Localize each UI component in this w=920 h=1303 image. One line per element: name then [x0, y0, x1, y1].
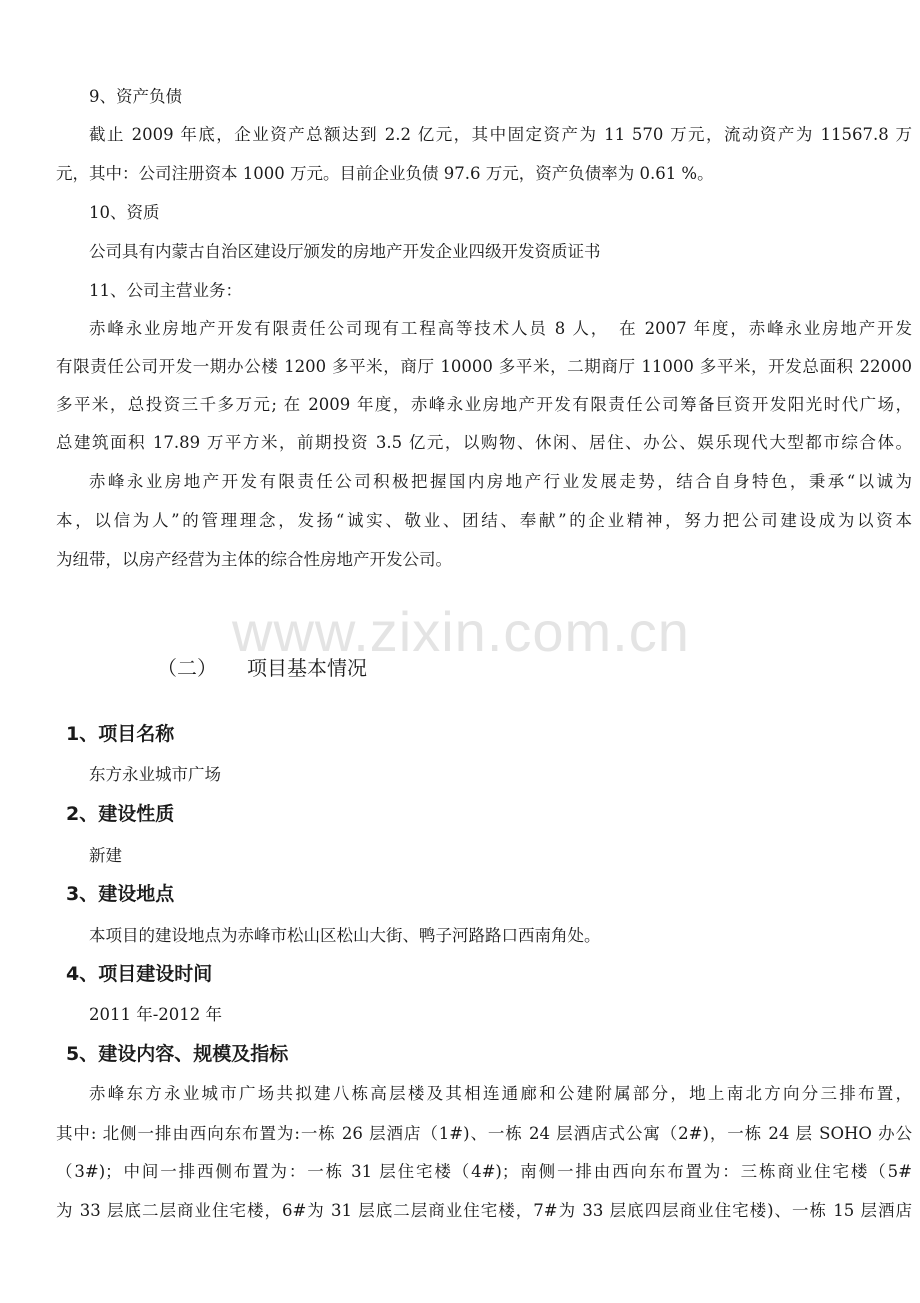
item-content-name: 东方永业城市广场 [89, 765, 221, 784]
paragraph-line: 元，其中：公司注册资本 1000 万元。目前企业负债 97.6 万元，资产负债率为 0.61 %。 [56, 164, 714, 183]
paragraph-line: 总建筑面积 17.89 万平方米，前期投资 3.5 亿元，以购物、休闲、居住、办公、娱乐现代大型都市综合体。 [56, 433, 912, 452]
paragraph-line: 赤峰永业房地产开发有限责任公司积极把握国内房地产行业发展走势，结合自身特色，秉承“以诚为 [89, 472, 912, 491]
paragraph-line: 多平米，总投资三千多万元; 在 2009 年度，赤峰永业房地产开发有限责任公司筹备巨资开发阳光时代广场， [56, 395, 912, 414]
section-two-number: （二） [157, 656, 217, 680]
item-heading-nature: 2、建设性质 [66, 803, 175, 825]
section-two-heading [157, 656, 367, 680]
item-heading-time: 4、项目建设时间 [66, 963, 213, 985]
paragraph-line: 公司具有内蒙古自治区建设厅颁发的房地产开发企业四级开发资质证书 [89, 242, 601, 261]
watermark: www.zixin.com.cn [232, 600, 690, 663]
item-heading-location: 3、建设地点 [66, 883, 175, 905]
section-heading-assets: 9、资产负债 [89, 87, 182, 106]
paragraph-line: 为 33 层底二层商业住宅楼，6#为 31 层底二层商业住宅楼，7#为 33 层底四层商业住宅楼)、一栋 15 层酒店 [56, 1201, 912, 1220]
paragraph-line: 赤峰永业房地产开发有限责任公司现有工程高等技术人员 8 人， 在 2007 年度，赤峰永业房地产开发 [89, 319, 912, 338]
paragraph-line: 本，以信为人”的管理理念，发扬“诚实、敬业、团结、奉献”的企业精神，努力把公司建设成为以资本 [56, 511, 912, 530]
paragraph-line: 其中: 北侧一排由西向东布置为:一栋 26 层酒店（1#)、一栋 24 层酒店式公寓（2#)，一栋 24 层 SOHO 办公 [56, 1124, 912, 1143]
section-two-title: 项目基本情况 [247, 656, 367, 680]
section-heading-qualification: 10、资质 [89, 203, 160, 222]
item-heading-scale: 5、建设内容、规模及指标 [66, 1043, 289, 1065]
section-heading-business: 11、公司主营业务： [89, 281, 242, 300]
item-content-location: 本项目的建设地点为赤峰市松山区松山大街、鸭子河路路口西南角处。 [89, 926, 601, 945]
item-heading-name: 1、项目名称 [66, 723, 175, 745]
paragraph-line: 为纽带，以房产经营为主体的综合性房地产开发公司。 [56, 550, 452, 569]
item-content-time: 2011 年-2012 年 [89, 1005, 223, 1024]
item-content-nature: 新建 [89, 846, 122, 865]
paragraph-line: 赤峰东方永业城市广场共拟建八栋高层楼及其相连通廊和公建附属部分，地上南北方向分三排布置， [89, 1084, 912, 1103]
paragraph-line: 截止 2009 年底，企业资产总额达到 2.2 亿元，其中固定资产为 11 570 万元，流动资产为 11567.8 万 [89, 125, 912, 144]
paragraph-line: （3#)；中间一排西侧布置为：一栋 31 层住宅楼（4#)；南侧一排由西向东布置为：三栋商业住宅楼（5# [56, 1162, 912, 1181]
paragraph-line: 有限责任公司开发一期办公楼 1200 多平米，商厅 10000 多平米，二期商厅 11000 多平米，开发总面积 22000 [56, 357, 912, 376]
